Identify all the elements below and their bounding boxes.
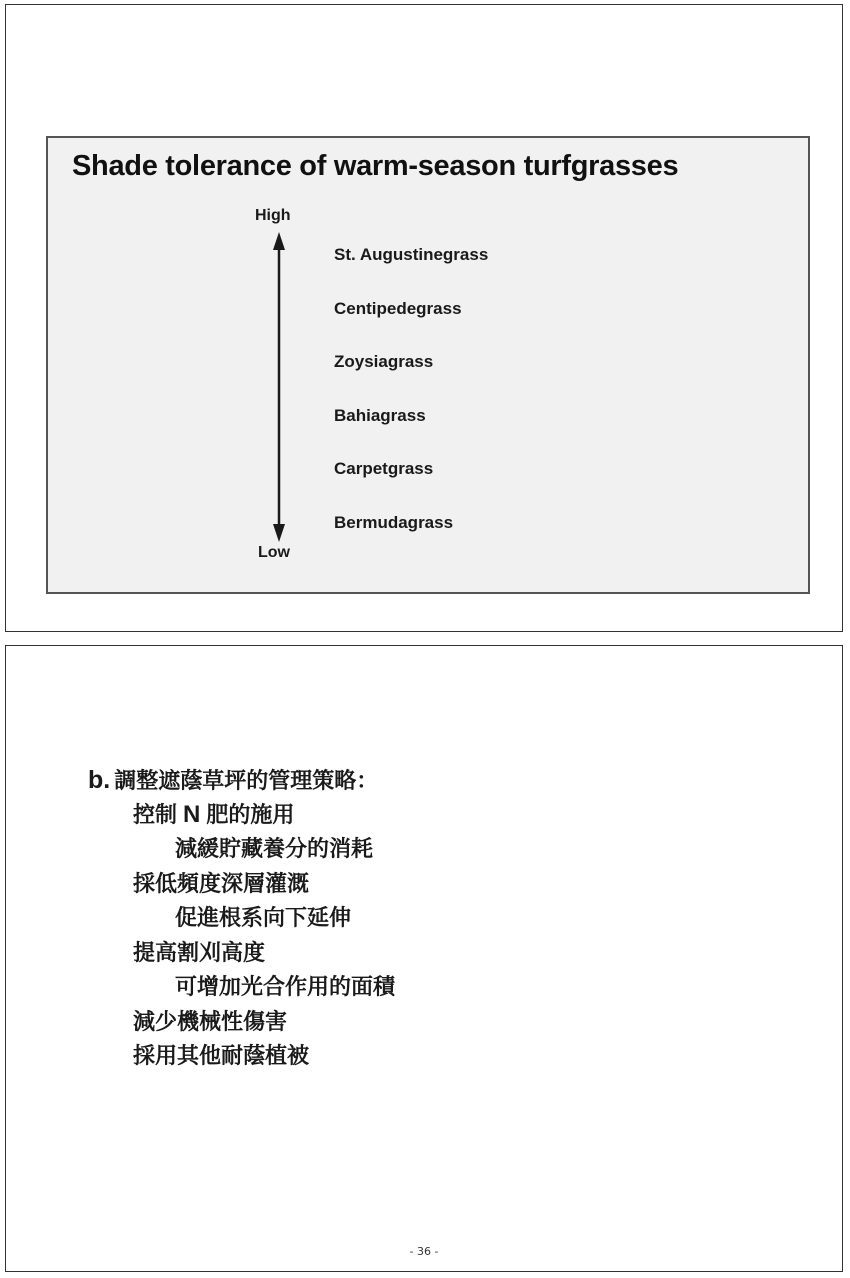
nitrogen-post: 肥的施用 bbox=[206, 801, 295, 828]
strategy-item-mowing: 提高割刈高度 bbox=[133, 939, 266, 966]
heading-marker: b. bbox=[88, 766, 111, 794]
strategy-subitem-mowing: 可增加光合作用的面積 bbox=[175, 974, 396, 1000]
grass-item-1: St. Augustinegrass bbox=[334, 245, 489, 264]
grass-item-5: Carpetgrass bbox=[334, 459, 434, 478]
shade-tolerance-figure bbox=[46, 136, 810, 594]
strategy-item-irrigation: 採低頻度深層灌溉 bbox=[133, 870, 310, 897]
strategy-item-alternative: 採用其他耐蔭植被 bbox=[133, 1043, 310, 1069]
nitrogen-letter: N bbox=[183, 800, 201, 828]
management-strategy-list bbox=[88, 763, 395, 1074]
axis-high-label: High bbox=[255, 207, 291, 224]
double-arrow-icon bbox=[271, 232, 287, 542]
figure-title: Shade tolerance of warm-season turfgrasses bbox=[72, 150, 679, 182]
grass-item-3: Zoysiagrass bbox=[334, 352, 434, 371]
grass-item-2: Centipedegrass bbox=[334, 298, 462, 318]
top-slide bbox=[5, 4, 843, 632]
grass-item-4: Bahiagrass bbox=[334, 405, 426, 425]
page-number: - 36 - bbox=[409, 1245, 439, 1258]
heading-text: 調整遮蔭草坪的管理策略： bbox=[114, 768, 379, 794]
grass-list bbox=[334, 244, 488, 565]
strategy-item-mechanical: 減少機械性傷害 bbox=[133, 1008, 288, 1035]
grass-item-6: Bermudagrass bbox=[334, 512, 454, 532]
strategy-subitem-irrigation: 促進根系向下延伸 bbox=[175, 905, 352, 931]
axis-low-label: Low bbox=[258, 544, 290, 561]
strategy-item-nitrogen bbox=[88, 798, 395, 833]
bottom-slide bbox=[5, 645, 843, 1272]
strategy-heading bbox=[88, 763, 395, 798]
strategy-subitem-nitrogen: 減緩貯藏養分的消耗 bbox=[175, 836, 374, 862]
nitrogen-pre: 控制 bbox=[133, 801, 178, 828]
